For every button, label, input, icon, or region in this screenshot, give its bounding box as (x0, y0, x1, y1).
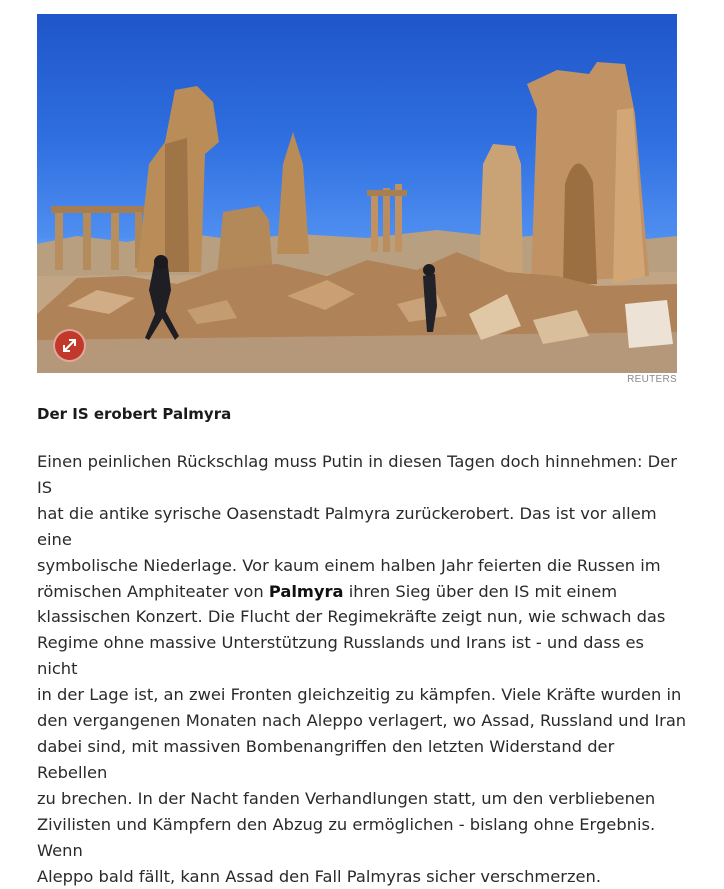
article-line-9: dabei sind, mit massiven Bombenangriffen den letzten Widerstand der Rebellen (37, 736, 615, 782)
article-paragraph (37, 449, 687, 889)
article-line-5: klassischen Konzert. Die Flucht der Regimekräfte zeigt nun, wie schwach das (37, 607, 666, 627)
article-line-12: Aleppo bald fällt, kann Assad den Fall Palmyras sicher verschmerzen. (37, 866, 602, 886)
palmyra-ruins-illustration (37, 14, 677, 373)
article-line-4-end: ihren Sieg über den IS mit einem (343, 581, 618, 601)
article-line-7: in der Lage ist, an zwei Fronten gleichzeitig zu kämpfen. Viele Kräfte wurden in (37, 685, 682, 705)
article-line-1: Einen peinlichen Rückschlag muss Putin in diesen Tagen doch hinnehmen: Der IS (37, 452, 677, 497)
article-line-8: den vergangenen Monaten nach Aleppo verlagert, wo Assad, Russland und Iran (37, 711, 687, 731)
article-photo (37, 14, 677, 373)
article-line-11: Zivilisten und Kämpfern den Abzug zu ermöglichen - bislang ohne Ergebnis. Wenn (37, 814, 656, 860)
photo-credit: REUTERS (627, 374, 677, 385)
article-line-3: symbolische Niederlage. Vor kaum einem halben Jahr feierten die Russen im (37, 555, 661, 575)
article-line-10: zu brechen. In der Nacht fanden Verhandlungen statt, um den verbliebenen (37, 788, 656, 808)
expand-image-button[interactable] (53, 329, 86, 362)
expand-arrows-icon (61, 337, 78, 354)
article-line-6: Regime ohne massive Unterstützung Russlands und Irans ist - und dass es nicht (37, 633, 645, 679)
section-heading: Der IS erobert Palmyra (37, 405, 232, 423)
palmyra-keyword: Palmyra (268, 581, 344, 601)
article-line-2: hat die antike syrische Oasenstadt Palmyra zurückerobert. Das ist vor allem eine (37, 503, 657, 549)
article-line-4-start: römischen Amphiteater von (37, 581, 269, 601)
